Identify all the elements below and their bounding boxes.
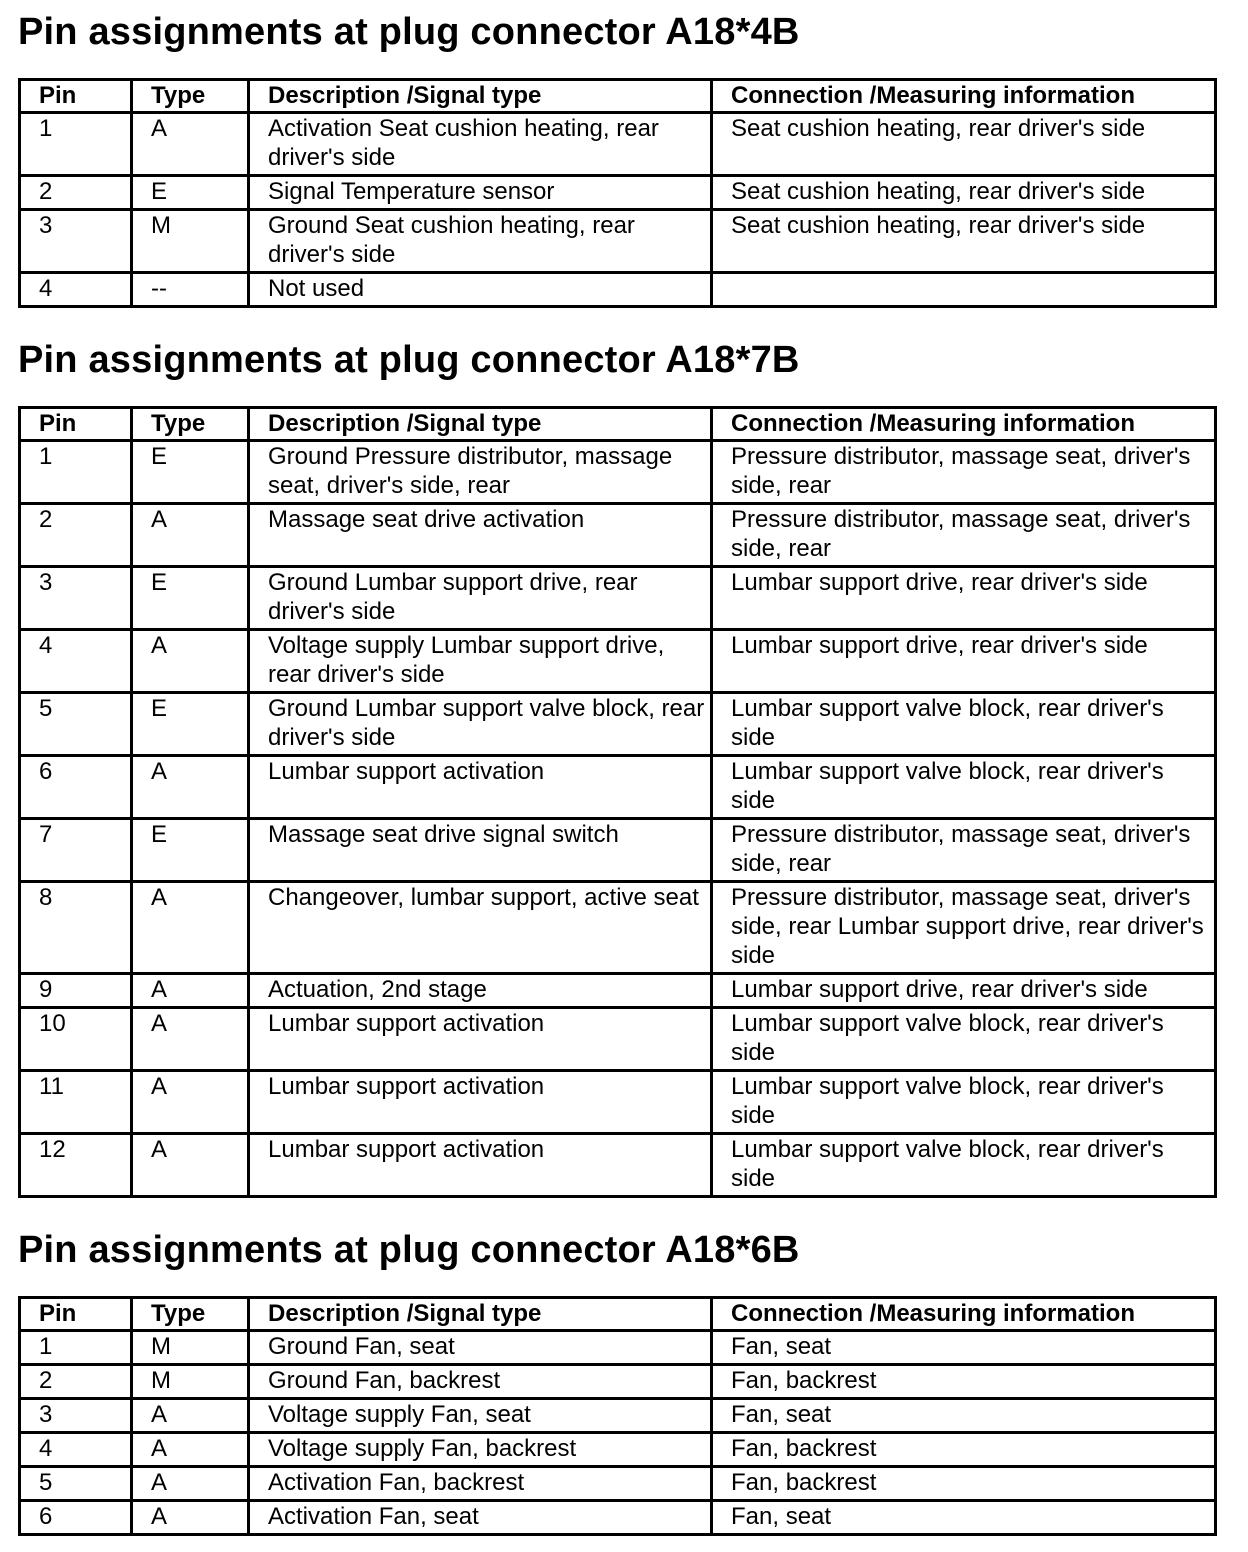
type-cell: A [132,1433,249,1467]
header-connection: Connection /Measuring information [712,408,1216,441]
description-cell: Massage seat drive activation [249,504,712,567]
pin-cell: 1 [20,113,132,176]
type-cell: M [132,1331,249,1365]
type-cell: E [132,693,249,756]
description-cell: Lumbar support activation [249,756,712,819]
connection-cell: Fan, backrest [712,1467,1216,1501]
table-row [20,1433,1216,1467]
description-cell: Voltage supply Fan, seat [249,1399,712,1433]
connection-cell: Seat cushion heating, rear driver's side [712,176,1216,210]
table-row [20,1071,1216,1134]
type-cell: A [132,1467,249,1501]
pin-cell: 8 [20,882,132,974]
table-row [20,210,1216,273]
description-cell: Ground Fan, backrest [249,1365,712,1399]
pin-table-a18-6b [18,1296,1217,1536]
header-pin: Pin [20,408,132,441]
connection-cell: Lumbar support valve block, rear driver's side [712,1071,1216,1134]
connection-cell: Seat cushion heating, rear driver's side [712,210,1216,273]
table-row [20,882,1216,974]
table-row [20,1331,1216,1365]
section-title-a18-6b: Pin assignments at plug connector A18*6B [18,1229,800,1271]
connection-cell: Lumbar support valve block, rear driver's side [712,1008,1216,1071]
pin-cell: 3 [20,1399,132,1433]
header-description: Description /Signal type [249,408,712,441]
header-type: Type [132,1298,249,1331]
connection-cell: Seat cushion heating, rear driver's side [712,113,1216,176]
table-row [20,756,1216,819]
pin-cell: 1 [20,1331,132,1365]
description-cell: Lumbar support activation [249,1071,712,1134]
description-cell: Activation Fan, backrest [249,1467,712,1501]
table-row [20,113,1216,176]
pin-cell: 5 [20,693,132,756]
type-cell: M [132,1365,249,1399]
type-cell: A [132,1071,249,1134]
description-cell: Not used [249,273,712,307]
description-cell: Lumbar support activation [249,1008,712,1071]
pin-cell: 12 [20,1134,132,1197]
connection-cell: Pressure distributor, massage seat, driver's side, rear [712,504,1216,567]
connection-cell: Lumbar support valve block, rear driver's side [712,1134,1216,1197]
type-cell: E [132,819,249,882]
pin-cell: 2 [20,1365,132,1399]
connection-cell: Fan, seat [712,1501,1216,1535]
description-cell: Ground Seat cushion heating, rear driver's side [249,210,712,273]
connection-cell: Fan, backrest [712,1433,1216,1467]
connection-cell: Lumbar support drive, rear driver's side [712,630,1216,693]
pin-table-a18-4b [18,78,1217,308]
table-row [20,1501,1216,1535]
description-cell: Voltage supply Fan, backrest [249,1433,712,1467]
table-row [20,504,1216,567]
pin-cell: 4 [20,1433,132,1467]
pin-cell: 6 [20,1501,132,1535]
pin-cell: 5 [20,1467,132,1501]
type-cell: A [132,113,249,176]
pin-cell: 4 [20,630,132,693]
connection-cell: Fan, backrest [712,1365,1216,1399]
table-row [20,1399,1216,1433]
type-cell: A [132,504,249,567]
type-cell: A [132,1501,249,1535]
description-cell: Ground Lumbar support drive, rear driver's side [249,567,712,630]
pin-cell: 2 [20,504,132,567]
description-cell: Ground Lumbar support valve block, rear driver's side [249,693,712,756]
header-type: Type [132,80,249,113]
table-row [20,819,1216,882]
table-header-row [20,1298,1216,1331]
type-cell: E [132,176,249,210]
connection-cell: Pressure distributor, massage seat, driver's side, rear [712,441,1216,504]
connection-cell: Lumbar support drive, rear driver's side [712,567,1216,630]
description-cell: Voltage supply Lumbar support drive, rear driver's side [249,630,712,693]
table-row [20,273,1216,307]
header-connection: Connection /Measuring information [712,1298,1216,1331]
description-cell: Ground Fan, seat [249,1331,712,1365]
description-cell: Activation Fan, seat [249,1501,712,1535]
description-cell: Ground Pressure distributor, massage seat, driver's side, rear [249,441,712,504]
header-pin: Pin [20,80,132,113]
table-header-row [20,408,1216,441]
type-cell: E [132,441,249,504]
description-cell: Changeover, lumbar support, active seat [249,882,712,974]
table-row [20,441,1216,504]
table-row [20,1467,1216,1501]
type-cell: A [132,974,249,1008]
type-cell: E [132,567,249,630]
pin-cell: 4 [20,273,132,307]
pin-cell: 10 [20,1008,132,1071]
header-connection: Connection /Measuring information [712,80,1216,113]
type-cell: A [132,1134,249,1197]
pin-cell: 3 [20,567,132,630]
type-cell: -- [132,273,249,307]
connection-cell [712,273,1216,307]
connection-cell: Lumbar support valve block, rear driver's side [712,756,1216,819]
table-row [20,1134,1216,1197]
type-cell: A [132,882,249,974]
pin-cell: 7 [20,819,132,882]
section-title-a18-7b: Pin assignments at plug connector A18*7B [18,339,800,381]
description-cell: Massage seat drive signal switch [249,819,712,882]
pin-cell: 6 [20,756,132,819]
table-row [20,1008,1216,1071]
connection-cell: Lumbar support valve block, rear driver's side [712,693,1216,756]
table-row [20,176,1216,210]
table-row [20,567,1216,630]
section-title-a18-4b: Pin assignments at plug connector A18*4B [18,11,800,53]
header-type: Type [132,408,249,441]
type-cell: A [132,1008,249,1071]
header-description: Description /Signal type [249,80,712,113]
connection-cell: Pressure distributor, massage seat, driver's side, rear [712,819,1216,882]
pin-cell: 9 [20,974,132,1008]
table-row [20,630,1216,693]
description-cell: Activation Seat cushion heating, rear driver's side [249,113,712,176]
pin-table-a18-7b [18,406,1217,1198]
connection-cell: Pressure distributor, massage seat, driver's side, rear Lumbar support drive, rear driver's side [712,882,1216,974]
description-cell: Signal Temperature sensor [249,176,712,210]
header-pin: Pin [20,1298,132,1331]
table-row [20,693,1216,756]
table-header-row [20,80,1216,113]
pin-cell: 2 [20,176,132,210]
table-row [20,1365,1216,1399]
connection-cell: Fan, seat [712,1331,1216,1365]
description-cell: Lumbar support activation [249,1134,712,1197]
pin-cell: 11 [20,1071,132,1134]
connection-cell: Fan, seat [712,1399,1216,1433]
table-row [20,974,1216,1008]
pin-cell: 1 [20,441,132,504]
type-cell: A [132,756,249,819]
header-description: Description /Signal type [249,1298,712,1331]
type-cell: A [132,630,249,693]
description-cell: Actuation, 2nd stage [249,974,712,1008]
type-cell: M [132,210,249,273]
pin-cell: 3 [20,210,132,273]
type-cell: A [132,1399,249,1433]
connection-cell: Lumbar support drive, rear driver's side [712,974,1216,1008]
